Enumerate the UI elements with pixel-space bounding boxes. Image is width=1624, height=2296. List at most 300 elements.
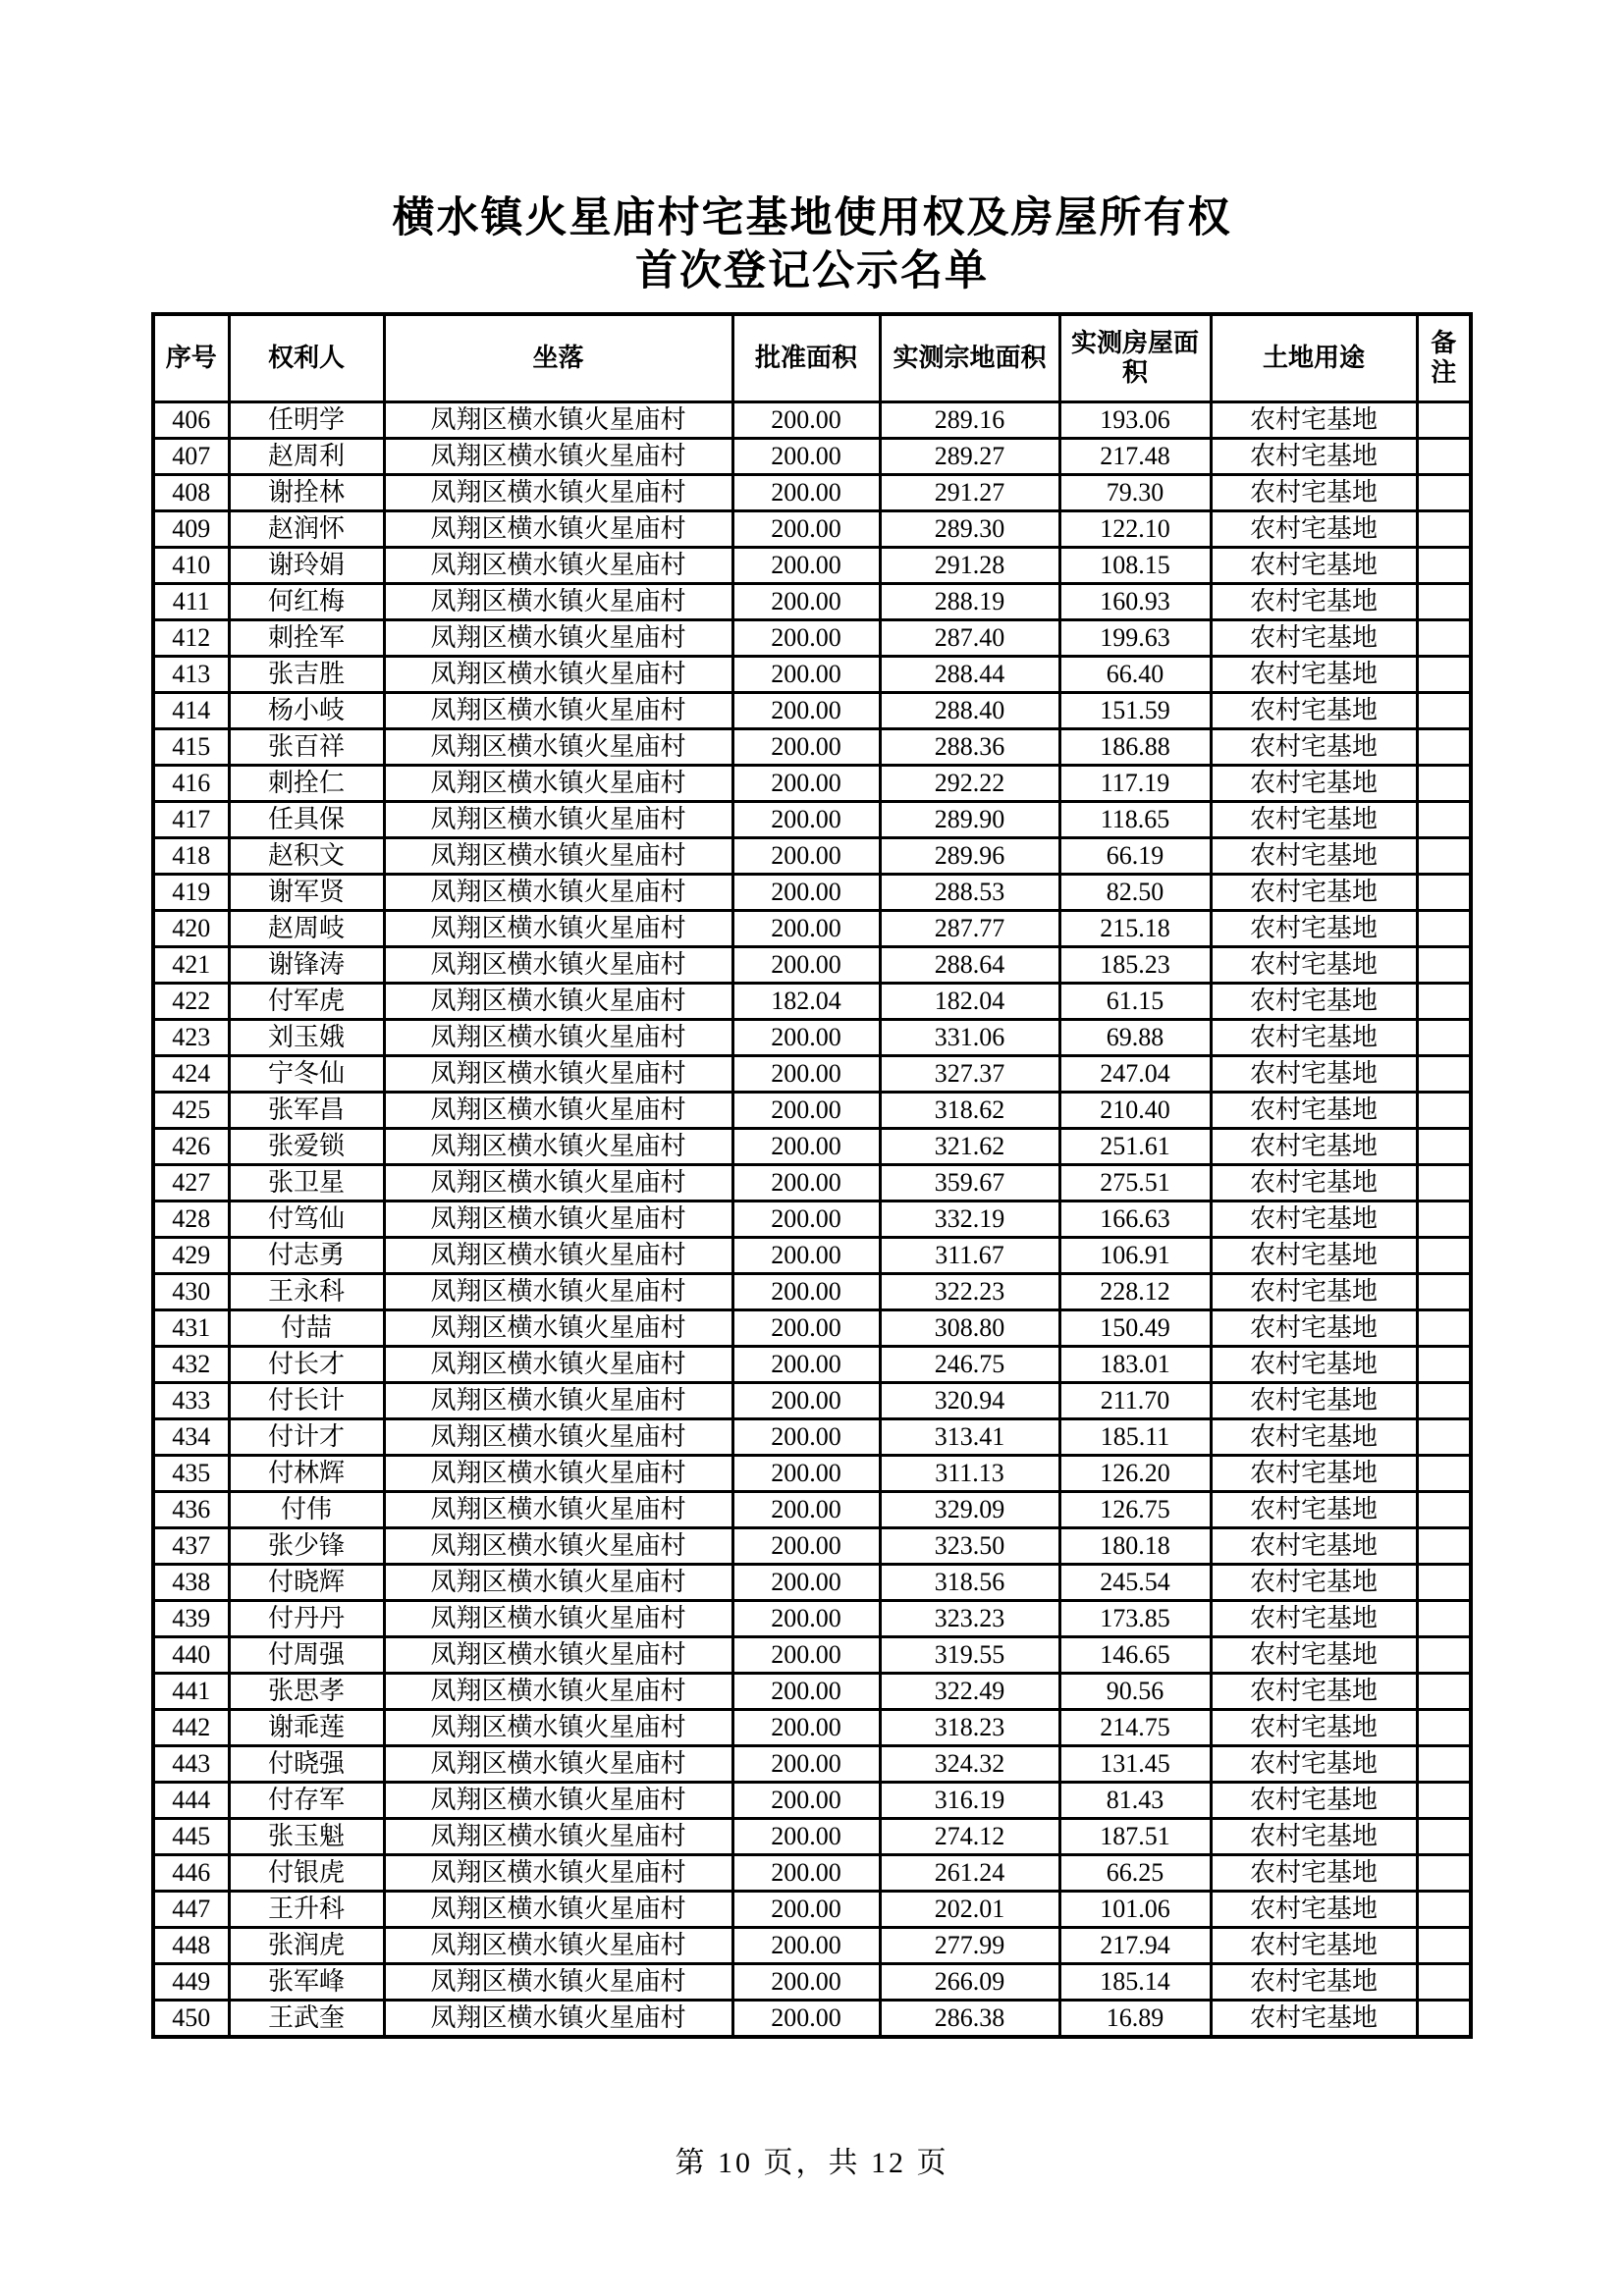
cell-approved-area: 200.00 — [732, 475, 880, 511]
cell-holder: 张玉魁 — [229, 1819, 384, 1855]
cell-remark — [1417, 584, 1471, 620]
cell-approved-area: 200.00 — [732, 1056, 880, 1093]
cell-parcel-area: 261.24 — [880, 1855, 1059, 1892]
cell-parcel-area: 308.80 — [880, 1310, 1059, 1347]
table-row — [153, 1201, 1471, 1238]
table-row — [153, 1419, 1471, 1456]
table-row — [153, 1855, 1471, 1892]
cell-remark — [1417, 875, 1471, 911]
cell-holder: 张卫星 — [229, 1165, 384, 1201]
cell-approved-area: 200.00 — [732, 1601, 880, 1637]
cell-location: 凤翔区横水镇火星庙村 — [384, 911, 732, 947]
cell-remark — [1417, 838, 1471, 875]
table-row — [153, 620, 1471, 657]
cell-remark — [1417, 1201, 1471, 1238]
cell-no: 423 — [153, 1020, 229, 1056]
cell-no: 412 — [153, 620, 229, 657]
cell-holder: 张少锋 — [229, 1528, 384, 1565]
cell-approved-area: 200.00 — [732, 1383, 880, 1419]
cell-approved-area: 200.00 — [732, 1492, 880, 1528]
cell-no: 436 — [153, 1492, 229, 1528]
cell-holder: 张润虎 — [229, 1928, 384, 1964]
cell-approved-area: 200.00 — [732, 657, 880, 693]
cell-approved-area: 200.00 — [732, 1093, 880, 1129]
cell-approved-area: 200.00 — [732, 620, 880, 657]
cell-approved-area: 200.00 — [732, 1892, 880, 1928]
table-row — [153, 1637, 1471, 1674]
cell-approved-area: 200.00 — [732, 766, 880, 802]
cell-remark — [1417, 402, 1471, 439]
cell-remark — [1417, 475, 1471, 511]
cell-holder: 王升科 — [229, 1892, 384, 1928]
cell-remark — [1417, 1710, 1471, 1746]
cell-location: 凤翔区横水镇火星庙村 — [384, 402, 732, 439]
table-row — [153, 548, 1471, 584]
table-row — [153, 475, 1471, 511]
table-row — [153, 1129, 1471, 1165]
cell-location: 凤翔区横水镇火星庙村 — [384, 439, 732, 475]
cell-location: 凤翔区横水镇火星庙村 — [384, 1492, 732, 1528]
cell-location: 凤翔区横水镇火星庙村 — [384, 1964, 732, 2001]
cell-no: 419 — [153, 875, 229, 911]
table-row — [153, 1310, 1471, 1347]
cell-parcel-area: 289.90 — [880, 802, 1059, 838]
cell-house-area: 193.06 — [1059, 402, 1211, 439]
table-row — [153, 1056, 1471, 1093]
table-row — [153, 1456, 1471, 1492]
cell-house-area: 118.65 — [1059, 802, 1211, 838]
cell-remark — [1417, 1456, 1471, 1492]
cell-remark — [1417, 1165, 1471, 1201]
cell-no: 430 — [153, 1274, 229, 1310]
cell-parcel-area: 288.19 — [880, 584, 1059, 620]
cell-house-area: 69.88 — [1059, 1020, 1211, 1056]
cell-house-area: 183.01 — [1059, 1347, 1211, 1383]
cell-holder: 张军昌 — [229, 1093, 384, 1129]
cell-no: 415 — [153, 729, 229, 766]
cell-no: 422 — [153, 984, 229, 1020]
cell-land-use: 农村宅基地 — [1211, 911, 1417, 947]
cell-holder: 付喆 — [229, 1310, 384, 1347]
cell-remark — [1417, 1056, 1471, 1093]
cell-location: 凤翔区横水镇火星庙村 — [384, 1093, 732, 1129]
cell-location: 凤翔区横水镇火星庙村 — [384, 729, 732, 766]
cell-house-area: 101.06 — [1059, 1892, 1211, 1928]
cell-location: 凤翔区横水镇火星庙村 — [384, 1383, 732, 1419]
cell-approved-area: 200.00 — [732, 838, 880, 875]
cell-no: 441 — [153, 1674, 229, 1710]
cell-remark — [1417, 1419, 1471, 1456]
cell-house-area: 211.70 — [1059, 1383, 1211, 1419]
cell-no: 409 — [153, 511, 229, 548]
table-row — [153, 1928, 1471, 1964]
cell-no: 449 — [153, 1964, 229, 2001]
table-row — [153, 1746, 1471, 1783]
table-row — [153, 1165, 1471, 1201]
cell-remark — [1417, 1928, 1471, 1964]
table-row — [153, 1964, 1471, 2001]
cell-parcel-area: 324.32 — [880, 1746, 1059, 1783]
table-row — [153, 693, 1471, 729]
cell-no: 406 — [153, 402, 229, 439]
cell-location: 凤翔区横水镇火星庙村 — [384, 1056, 732, 1093]
cell-location: 凤翔区横水镇火星庙村 — [384, 1020, 732, 1056]
cell-no: 424 — [153, 1056, 229, 1093]
cell-house-area: 275.51 — [1059, 1165, 1211, 1201]
cell-house-area: 79.30 — [1059, 475, 1211, 511]
cell-house-area: 217.94 — [1059, 1928, 1211, 1964]
table-row — [153, 984, 1471, 1020]
cell-parcel-area: 289.30 — [880, 511, 1059, 548]
table-row — [153, 1383, 1471, 1419]
cell-remark — [1417, 548, 1471, 584]
cell-house-area: 173.85 — [1059, 1601, 1211, 1637]
table-row — [153, 1093, 1471, 1129]
cell-location: 凤翔区横水镇火星庙村 — [384, 511, 732, 548]
cell-approved-area: 200.00 — [732, 947, 880, 984]
cell-land-use: 农村宅基地 — [1211, 1565, 1417, 1601]
cell-land-use: 农村宅基地 — [1211, 402, 1417, 439]
cell-approved-area: 200.00 — [732, 511, 880, 548]
cell-house-area: 187.51 — [1059, 1819, 1211, 1855]
cell-remark — [1417, 620, 1471, 657]
cell-location: 凤翔区横水镇火星庙村 — [384, 1855, 732, 1892]
table-row — [153, 1674, 1471, 1710]
cell-approved-area: 200.00 — [732, 1746, 880, 1783]
cell-house-area: 228.12 — [1059, 1274, 1211, 1310]
cell-house-area: 66.25 — [1059, 1855, 1211, 1892]
cell-no: 443 — [153, 1746, 229, 1783]
cell-location: 凤翔区横水镇火星庙村 — [384, 1674, 732, 1710]
cell-holder: 何红梅 — [229, 584, 384, 620]
cell-land-use: 农村宅基地 — [1211, 766, 1417, 802]
table-body — [153, 402, 1471, 2037]
header-holder: 权利人 — [229, 314, 384, 402]
cell-location: 凤翔区横水镇火星庙村 — [384, 1274, 732, 1310]
table-row — [153, 1492, 1471, 1528]
cell-house-area: 186.88 — [1059, 729, 1211, 766]
cell-land-use: 农村宅基地 — [1211, 1783, 1417, 1819]
title-line-2: 首次登记公示名单 — [635, 246, 989, 294]
cell-land-use: 农村宅基地 — [1211, 1238, 1417, 1274]
cell-parcel-area: 246.75 — [880, 1347, 1059, 1383]
cell-parcel-area: 288.40 — [880, 693, 1059, 729]
cell-approved-area: 200.00 — [732, 402, 880, 439]
cell-house-area: 199.63 — [1059, 620, 1211, 657]
cell-holder: 付银虎 — [229, 1855, 384, 1892]
table-row — [153, 439, 1471, 475]
cell-location: 凤翔区横水镇火星庙村 — [384, 1637, 732, 1674]
cell-approved-area: 200.00 — [732, 1528, 880, 1565]
table-row — [153, 802, 1471, 838]
cell-remark — [1417, 2001, 1471, 2037]
cell-location: 凤翔区横水镇火星庙村 — [384, 1528, 732, 1565]
cell-land-use: 农村宅基地 — [1211, 1928, 1417, 1964]
cell-no: 407 — [153, 439, 229, 475]
cell-parcel-area: 318.56 — [880, 1565, 1059, 1601]
cell-holder: 谢乖莲 — [229, 1710, 384, 1746]
cell-no: 439 — [153, 1601, 229, 1637]
cell-house-area: 251.61 — [1059, 1129, 1211, 1165]
cell-remark — [1417, 1783, 1471, 1819]
cell-location: 凤翔区横水镇火星庙村 — [384, 548, 732, 584]
cell-approved-area: 200.00 — [732, 1674, 880, 1710]
cell-holder: 赵润怀 — [229, 511, 384, 548]
document-title — [0, 0, 1624, 298]
cell-location: 凤翔区横水镇火星庙村 — [384, 875, 732, 911]
cell-no: 433 — [153, 1383, 229, 1419]
cell-no: 408 — [153, 475, 229, 511]
cell-remark — [1417, 1093, 1471, 1129]
cell-holder: 谢拴林 — [229, 475, 384, 511]
header-parcel-area: 实测宗地面积 — [880, 314, 1059, 402]
cell-approved-area: 200.00 — [732, 1855, 880, 1892]
cell-house-area: 180.18 — [1059, 1528, 1211, 1565]
cell-no: 421 — [153, 947, 229, 984]
cell-remark — [1417, 657, 1471, 693]
cell-approved-area: 200.00 — [732, 729, 880, 766]
cell-location: 凤翔区横水镇火星庙村 — [384, 1165, 732, 1201]
table-row — [153, 1601, 1471, 1637]
cell-house-area: 61.15 — [1059, 984, 1211, 1020]
cell-no: 428 — [153, 1201, 229, 1238]
cell-holder: 付晓辉 — [229, 1565, 384, 1601]
cell-location: 凤翔区横水镇火星庙村 — [384, 657, 732, 693]
cell-house-area: 210.40 — [1059, 1093, 1211, 1129]
cell-location: 凤翔区横水镇火星庙村 — [384, 1419, 732, 1456]
cell-house-area: 126.75 — [1059, 1492, 1211, 1528]
cell-parcel-area: 202.01 — [880, 1892, 1059, 1928]
cell-parcel-area: 329.09 — [880, 1492, 1059, 1528]
cell-land-use: 农村宅基地 — [1211, 1746, 1417, 1783]
cell-no: 447 — [153, 1892, 229, 1928]
cell-holder: 张爱锁 — [229, 1129, 384, 1165]
cell-location: 凤翔区横水镇火星庙村 — [384, 1710, 732, 1746]
cell-remark — [1417, 1383, 1471, 1419]
cell-approved-area: 200.00 — [732, 1819, 880, 1855]
cell-land-use: 农村宅基地 — [1211, 511, 1417, 548]
cell-land-use: 农村宅基地 — [1211, 1419, 1417, 1456]
table-row — [153, 1710, 1471, 1746]
cell-location: 凤翔区横水镇火星庙村 — [384, 947, 732, 984]
cell-holder: 任具保 — [229, 802, 384, 838]
cell-parcel-area: 289.96 — [880, 838, 1059, 875]
cell-holder: 张吉胜 — [229, 657, 384, 693]
cell-no: 426 — [153, 1129, 229, 1165]
cell-remark — [1417, 1347, 1471, 1383]
cell-parcel-area: 286.38 — [880, 2001, 1059, 2037]
cell-no: 444 — [153, 1783, 229, 1819]
cell-holder: 付军虎 — [229, 984, 384, 1020]
cell-no: 413 — [153, 657, 229, 693]
cell-no: 414 — [153, 693, 229, 729]
cell-parcel-area: 359.67 — [880, 1165, 1059, 1201]
table-row — [153, 2001, 1471, 2037]
cell-approved-area: 200.00 — [732, 875, 880, 911]
cell-house-area: 66.40 — [1059, 657, 1211, 693]
cell-house-area: 214.75 — [1059, 1710, 1211, 1746]
cell-holder: 付晓强 — [229, 1746, 384, 1783]
cell-location: 凤翔区横水镇火星庙村 — [384, 1347, 732, 1383]
cell-parcel-area: 316.19 — [880, 1783, 1059, 1819]
cell-land-use: 农村宅基地 — [1211, 584, 1417, 620]
cell-no: 434 — [153, 1419, 229, 1456]
cell-house-area: 146.65 — [1059, 1637, 1211, 1674]
cell-approved-area: 200.00 — [732, 1201, 880, 1238]
cell-location: 凤翔区横水镇火星庙村 — [384, 1819, 732, 1855]
cell-parcel-area: 292.22 — [880, 766, 1059, 802]
cell-holder: 付计才 — [229, 1419, 384, 1456]
cell-land-use: 农村宅基地 — [1211, 1964, 1417, 2001]
cell-house-area: 185.14 — [1059, 1964, 1211, 2001]
cell-land-use: 农村宅基地 — [1211, 657, 1417, 693]
cell-land-use: 农村宅基地 — [1211, 548, 1417, 584]
cell-remark — [1417, 1310, 1471, 1347]
table-row — [153, 1565, 1471, 1601]
cell-location: 凤翔区横水镇火星庙村 — [384, 1928, 732, 1964]
cell-land-use: 农村宅基地 — [1211, 1383, 1417, 1419]
cell-parcel-area: 266.09 — [880, 1964, 1059, 2001]
cell-parcel-area: 327.37 — [880, 1056, 1059, 1093]
cell-remark — [1417, 1020, 1471, 1056]
cell-land-use: 农村宅基地 — [1211, 984, 1417, 1020]
table-row — [153, 911, 1471, 947]
cell-house-area: 245.54 — [1059, 1565, 1211, 1601]
cell-approved-area: 200.00 — [732, 1419, 880, 1456]
cell-house-area: 66.19 — [1059, 838, 1211, 875]
cell-land-use: 农村宅基地 — [1211, 1710, 1417, 1746]
cell-land-use: 农村宅基地 — [1211, 1674, 1417, 1710]
table-row — [153, 511, 1471, 548]
cell-parcel-area: 322.49 — [880, 1674, 1059, 1710]
cell-location: 凤翔区横水镇火星庙村 — [384, 1746, 732, 1783]
cell-land-use: 农村宅基地 — [1211, 838, 1417, 875]
cell-holder: 付笃仙 — [229, 1201, 384, 1238]
cell-remark — [1417, 1674, 1471, 1710]
cell-house-area: 108.15 — [1059, 548, 1211, 584]
table-row — [153, 766, 1471, 802]
cell-approved-area: 200.00 — [732, 911, 880, 947]
cell-holder: 刺拴军 — [229, 620, 384, 657]
header-location: 坐落 — [384, 314, 732, 402]
cell-location: 凤翔区横水镇火星庙村 — [384, 1201, 732, 1238]
cell-remark — [1417, 1819, 1471, 1855]
cell-remark — [1417, 693, 1471, 729]
cell-land-use: 农村宅基地 — [1211, 1347, 1417, 1383]
cell-parcel-area: 331.06 — [880, 1020, 1059, 1056]
cell-holder: 王永科 — [229, 1274, 384, 1310]
cell-holder: 谢锋涛 — [229, 947, 384, 984]
cell-location: 凤翔区横水镇火星庙村 — [384, 766, 732, 802]
cell-parcel-area: 288.44 — [880, 657, 1059, 693]
cell-land-use: 农村宅基地 — [1211, 1056, 1417, 1093]
cell-land-use: 农村宅基地 — [1211, 693, 1417, 729]
header-land-use: 土地用途 — [1211, 314, 1417, 402]
cell-holder: 张思孝 — [229, 1674, 384, 1710]
cell-holder: 王武奎 — [229, 2001, 384, 2037]
cell-parcel-area: 320.94 — [880, 1383, 1059, 1419]
cell-parcel-area: 288.36 — [880, 729, 1059, 766]
cell-approved-area: 200.00 — [732, 1928, 880, 1964]
cell-no: 432 — [153, 1347, 229, 1383]
cell-land-use: 农村宅基地 — [1211, 439, 1417, 475]
cell-parcel-area: 311.13 — [880, 1456, 1059, 1492]
cell-parcel-area: 332.19 — [880, 1201, 1059, 1238]
table-row — [153, 402, 1471, 439]
cell-house-area: 160.93 — [1059, 584, 1211, 620]
title-line-1: 横水镇火星庙村宅基地使用权及房屋所有权 — [392, 194, 1232, 241]
cell-no: 446 — [153, 1855, 229, 1892]
cell-land-use: 农村宅基地 — [1211, 1020, 1417, 1056]
cell-land-use: 农村宅基地 — [1211, 1129, 1417, 1165]
cell-no: 417 — [153, 802, 229, 838]
cell-parcel-area: 323.50 — [880, 1528, 1059, 1565]
cell-remark — [1417, 1528, 1471, 1565]
cell-holder: 张百祥 — [229, 729, 384, 766]
table-row — [153, 1238, 1471, 1274]
cell-house-area: 247.04 — [1059, 1056, 1211, 1093]
cell-approved-area: 200.00 — [732, 2001, 880, 2037]
cell-approved-area: 200.00 — [732, 1964, 880, 2001]
cell-land-use: 农村宅基地 — [1211, 620, 1417, 657]
cell-land-use: 农村宅基地 — [1211, 1855, 1417, 1892]
cell-no: 427 — [153, 1165, 229, 1201]
cell-holder: 付存军 — [229, 1783, 384, 1819]
cell-land-use: 农村宅基地 — [1211, 802, 1417, 838]
table-row — [153, 584, 1471, 620]
cell-approved-area: 200.00 — [732, 693, 880, 729]
cell-parcel-area: 289.27 — [880, 439, 1059, 475]
cell-parcel-area: 289.16 — [880, 402, 1059, 439]
cell-holder: 宁冬仙 — [229, 1056, 384, 1093]
table-row — [153, 875, 1471, 911]
cell-approved-area: 200.00 — [732, 1710, 880, 1746]
cell-no: 440 — [153, 1637, 229, 1674]
cell-location: 凤翔区横水镇火星庙村 — [384, 1892, 732, 1928]
cell-land-use: 农村宅基地 — [1211, 1492, 1417, 1528]
cell-holder: 赵周利 — [229, 439, 384, 475]
cell-remark — [1417, 1964, 1471, 2001]
cell-no: 411 — [153, 584, 229, 620]
cell-location: 凤翔区横水镇火星庙村 — [384, 1129, 732, 1165]
cell-holder: 赵周岐 — [229, 911, 384, 947]
cell-remark — [1417, 1129, 1471, 1165]
cell-land-use: 农村宅基地 — [1211, 1093, 1417, 1129]
cell-location: 凤翔区横水镇火星庙村 — [384, 693, 732, 729]
table-row — [153, 657, 1471, 693]
cell-location: 凤翔区横水镇火星庙村 — [384, 984, 732, 1020]
cell-location: 凤翔区横水镇火星庙村 — [384, 584, 732, 620]
cell-location: 凤翔区横水镇火星庙村 — [384, 1601, 732, 1637]
cell-parcel-area: 319.55 — [880, 1637, 1059, 1674]
cell-house-area: 81.43 — [1059, 1783, 1211, 1819]
cell-land-use: 农村宅基地 — [1211, 1456, 1417, 1492]
cell-remark — [1417, 766, 1471, 802]
cell-holder: 赵积文 — [229, 838, 384, 875]
cell-no: 438 — [153, 1565, 229, 1601]
cell-holder: 杨小岐 — [229, 693, 384, 729]
cell-house-area: 122.10 — [1059, 511, 1211, 548]
cell-remark — [1417, 1637, 1471, 1674]
cell-location: 凤翔区横水镇火星庙村 — [384, 1310, 732, 1347]
cell-parcel-area: 311.67 — [880, 1238, 1059, 1274]
cell-parcel-area: 313.41 — [880, 1419, 1059, 1456]
table-row — [153, 947, 1471, 984]
cell-house-area: 90.56 — [1059, 1674, 1211, 1710]
cell-approved-area: 200.00 — [732, 1129, 880, 1165]
cell-approved-area: 200.00 — [732, 1310, 880, 1347]
cell-house-area: 16.89 — [1059, 2001, 1211, 2037]
